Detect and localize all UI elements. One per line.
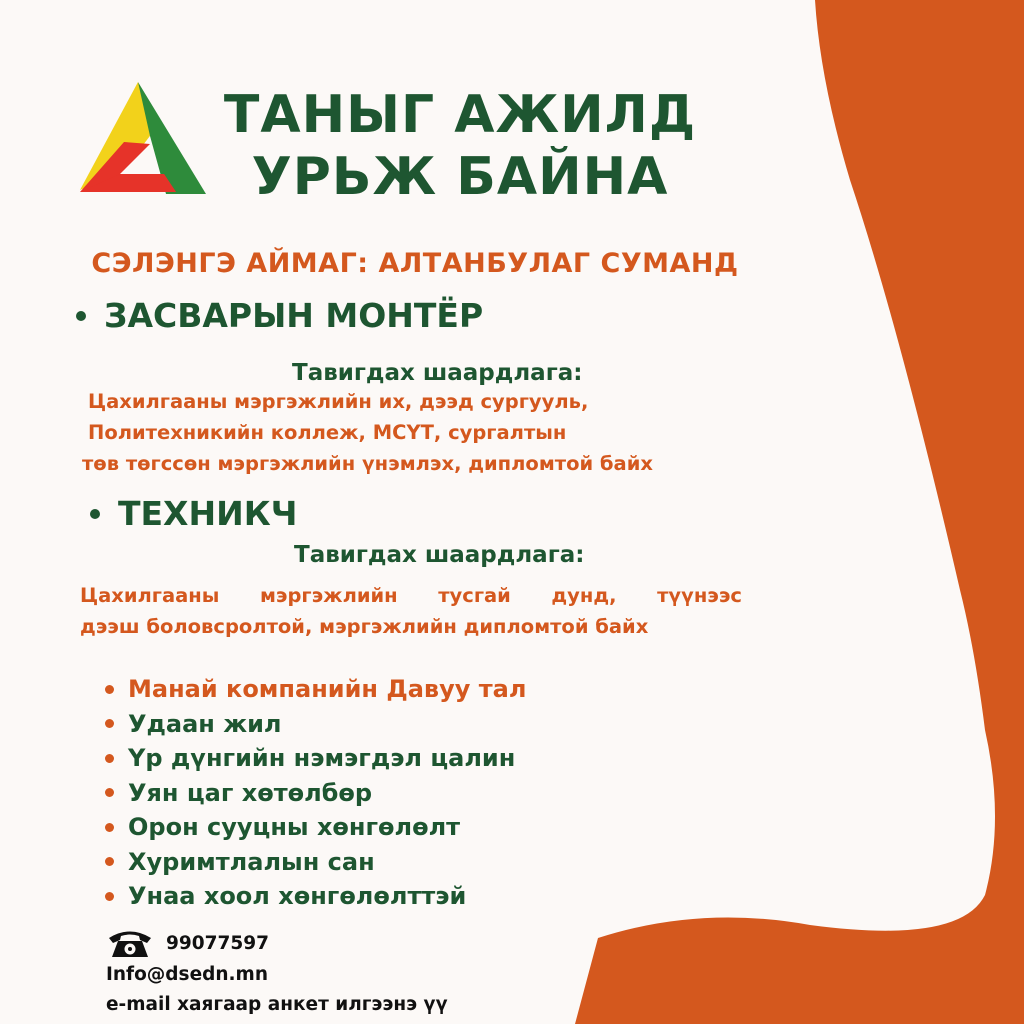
location-heading: СЭЛЭНГЭ АЙМАГ: АЛТАНБУЛАГ СУМАНД: [91, 248, 739, 279]
list-item: [105, 741, 526, 776]
requirements-text-1: [82, 386, 653, 479]
benefit-text: Удаан жил: [128, 709, 282, 738]
requirement-word: Цахилгааны: [80, 584, 220, 607]
bullet-icon: [105, 892, 114, 901]
benefit-text: Орон сууцны хөнгөлөлт: [128, 813, 461, 842]
benefit-text: Үр дүнгийн нэмэгдэл цалин: [128, 744, 516, 773]
title-line-2: УРЬЖ БАЙНА: [251, 147, 669, 207]
benefits-list: [105, 672, 526, 914]
title-line-1: ТАНЫГ АЖИЛД: [223, 85, 697, 145]
position-item-2: [90, 494, 297, 533]
bullet-icon: [105, 857, 114, 866]
requirement-word: тусгай: [438, 584, 511, 607]
contact-block: [106, 926, 448, 1020]
bullet-icon: [105, 823, 114, 832]
triangle-logo-icon: [80, 82, 206, 194]
telephone-icon: [106, 927, 154, 959]
position-title-2: ТЕХНИКЧ: [118, 494, 298, 533]
phone-row: [106, 926, 448, 960]
phone-number: 99077597: [166, 932, 269, 954]
requirements-title-2: Тавигдах шаардлага:: [294, 542, 585, 568]
benefit-text: Уян цаг хөтөлбөр: [128, 778, 373, 807]
email-address[interactable]: Info@dsedn.mn: [106, 964, 269, 985]
requirement-line: Цахилгааны мэргэжлийн их, дээд сургууль,: [88, 390, 589, 413]
bullet-icon: [105, 719, 114, 728]
list-item: [105, 672, 526, 707]
bullet-icon: [90, 509, 100, 519]
list-item: [105, 845, 526, 880]
benefit-text: Манай компанийн Давуу тал: [128, 675, 527, 704]
list-item: [105, 776, 526, 811]
requirement-line: төв төгссөн мэргэжлийн үнэмлэх, дипломтой байх: [82, 452, 653, 475]
bullet-icon: [76, 311, 86, 321]
requirement-word: дунд,: [551, 584, 617, 607]
list-item: [105, 810, 526, 845]
page-title: [210, 84, 710, 208]
email-note: e-mail хаягаар анкет илгээнэ үү: [106, 994, 448, 1015]
requirements-title-1: Тавигдах шаардлага:: [292, 360, 583, 386]
bullet-icon: [105, 754, 114, 763]
bullet-icon: [105, 788, 114, 797]
list-item: [105, 707, 526, 742]
benefit-text: Хуримтлалын сан: [128, 847, 375, 876]
benefit-text: Унаа хоол хөнгөлөлттэй: [128, 882, 467, 911]
requirement-word: мэргэжлийн: [259, 584, 398, 607]
position-item-1: [76, 296, 483, 335]
requirements-text-2: [80, 580, 742, 642]
position-title-1: ЗАСВАРЫН МОНТЁР: [104, 296, 484, 335]
list-item: [105, 879, 526, 914]
bullet-icon: [105, 685, 114, 694]
requirement-line: Политехникийн коллеж, МСҮТ, сургалтын: [88, 421, 567, 444]
requirement-word: түүнээс: [657, 584, 742, 607]
requirement-line: дээш боловсролтой, мэргэжлийн дипломтой байх: [80, 615, 649, 638]
requirement-line-justified: [80, 580, 742, 611]
